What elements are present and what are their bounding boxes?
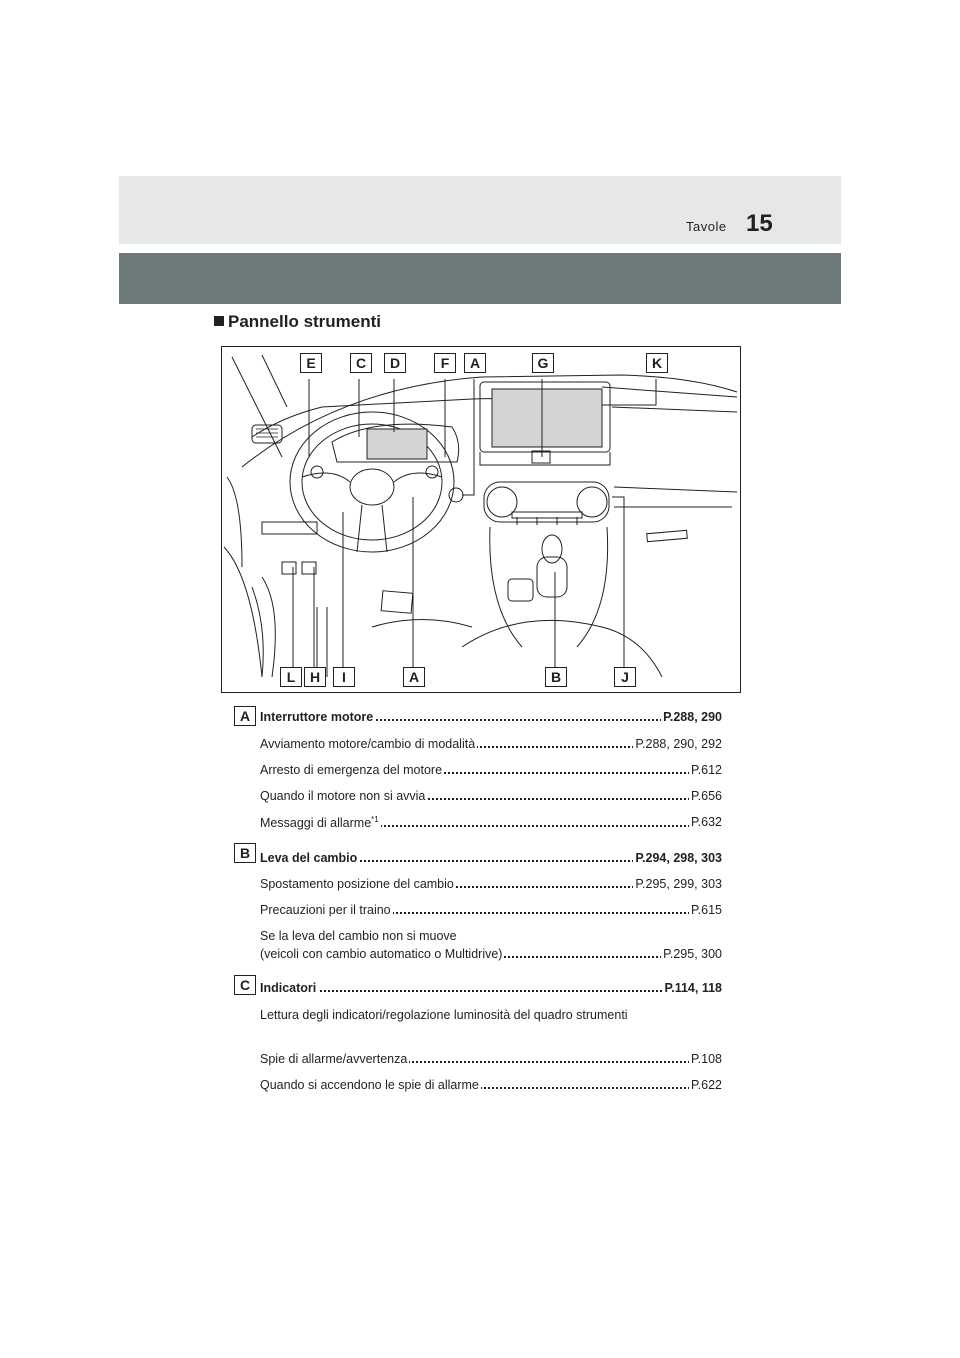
entry-a-item-4-text	[260, 816, 381, 830]
entry-a-item-4-label: Messaggi di allarme	[260, 816, 372, 831]
section-title-text: Pannello strumenti	[228, 312, 382, 331]
entry-b-item-2	[260, 903, 722, 917]
entry-a-item-4-pages[interactable]: P.632	[690, 815, 722, 829]
callout-bottom-b: B	[545, 667, 567, 687]
entry-b-item-2-text: Precauzioni per il traino	[260, 903, 391, 917]
entry-a-item-3	[260, 789, 722, 803]
entry-letter-a: A	[234, 706, 256, 726]
entry-c-title-text: Indicatori	[260, 981, 317, 995]
entry-c-item-3-pages[interactable]: P.622	[690, 1078, 722, 1092]
entry-b-title-text: Leva del cambio	[260, 851, 358, 865]
page-number: 15	[746, 210, 773, 237]
entry-a-title-text: Interruttore motore	[260, 710, 374, 724]
entry-a-item-2-pages[interactable]: P.612	[690, 763, 722, 777]
entry-b-item-3-text: (veicoli con cambio automatico o Multidrive)	[260, 947, 503, 961]
entry-a-item-4	[260, 815, 722, 830]
entry-c-item-1-line1: Lettura degli indicatori/regolazione luminosità del quadro strumenti	[260, 1008, 628, 1022]
section-label: Tavole	[686, 219, 727, 234]
entry-a-item-1	[260, 737, 722, 751]
callout-top-d: D	[384, 353, 406, 373]
chapter-band	[119, 253, 841, 304]
entry-b-item-1-pages[interactable]: P.295, 299, 303	[635, 877, 722, 891]
callout-top-c: C	[350, 353, 372, 373]
entry-b-pages[interactable]: P.294, 298, 303	[635, 851, 722, 865]
entry-a-item-2	[260, 763, 722, 777]
header-band	[119, 176, 841, 244]
entry-b-item-2-pages[interactable]: P.615	[690, 903, 722, 917]
entry-a-item-3-text: Quando il motore non si avvia	[260, 789, 426, 803]
entry-a-item-1-pages[interactable]: P.288, 290, 292	[635, 737, 722, 751]
callout-bottom-h: H	[304, 667, 326, 687]
entry-b-item-3	[260, 947, 722, 961]
entry-c-item-3-text: Quando si accendono le spie di allarme	[260, 1078, 479, 1092]
entry-letter-c: C	[234, 975, 256, 995]
entry-c-pages[interactable]: P.114, 118	[664, 981, 722, 995]
callout-top-g: G	[532, 353, 554, 373]
callout-top-k: K	[646, 353, 668, 373]
entry-a-title	[260, 710, 722, 724]
entry-c-item-2-pages[interactable]: P.108	[690, 1052, 722, 1066]
callout-bottom-i: I	[333, 667, 355, 687]
entry-c-title	[260, 981, 722, 995]
entry-letter-b: B	[234, 843, 256, 863]
entry-a-item-1-text: Avviamento motore/cambio di modalità	[260, 737, 476, 751]
entry-b-item-1-text: Spostamento posizione del cambio	[260, 877, 454, 891]
callout-bottom-a: A	[403, 667, 425, 687]
callout-top-f: F	[434, 353, 456, 373]
callout-bottom-l: L	[280, 667, 302, 687]
entry-a-item-2-text: Arresto di emergenza del motore	[260, 763, 443, 777]
entry-b-item-3-line1: Se la leva del cambio non si muove	[260, 929, 457, 943]
entry-b-title	[260, 851, 722, 865]
entry-a-pages[interactable]: P.288, 290	[663, 710, 722, 724]
dashboard-illustration	[221, 346, 741, 693]
section-title	[214, 312, 381, 332]
footnote-marker: *1	[371, 815, 379, 824]
entry-c-item-2-text: Spie di allarme/avvertenza	[260, 1052, 408, 1066]
callout-top-a: A	[464, 353, 486, 373]
square-bullet-icon	[214, 316, 224, 326]
callout-top-e: E	[300, 353, 322, 373]
entry-a-item-3-pages[interactable]: P.656	[690, 789, 722, 803]
entry-b-item-3-pages[interactable]: P.295, 300	[663, 947, 722, 961]
callout-bottom-j: J	[614, 667, 636, 687]
entry-c-item-2	[260, 1052, 722, 1066]
entry-b-item-1	[260, 877, 722, 891]
entry-c-item-3	[260, 1078, 722, 1092]
